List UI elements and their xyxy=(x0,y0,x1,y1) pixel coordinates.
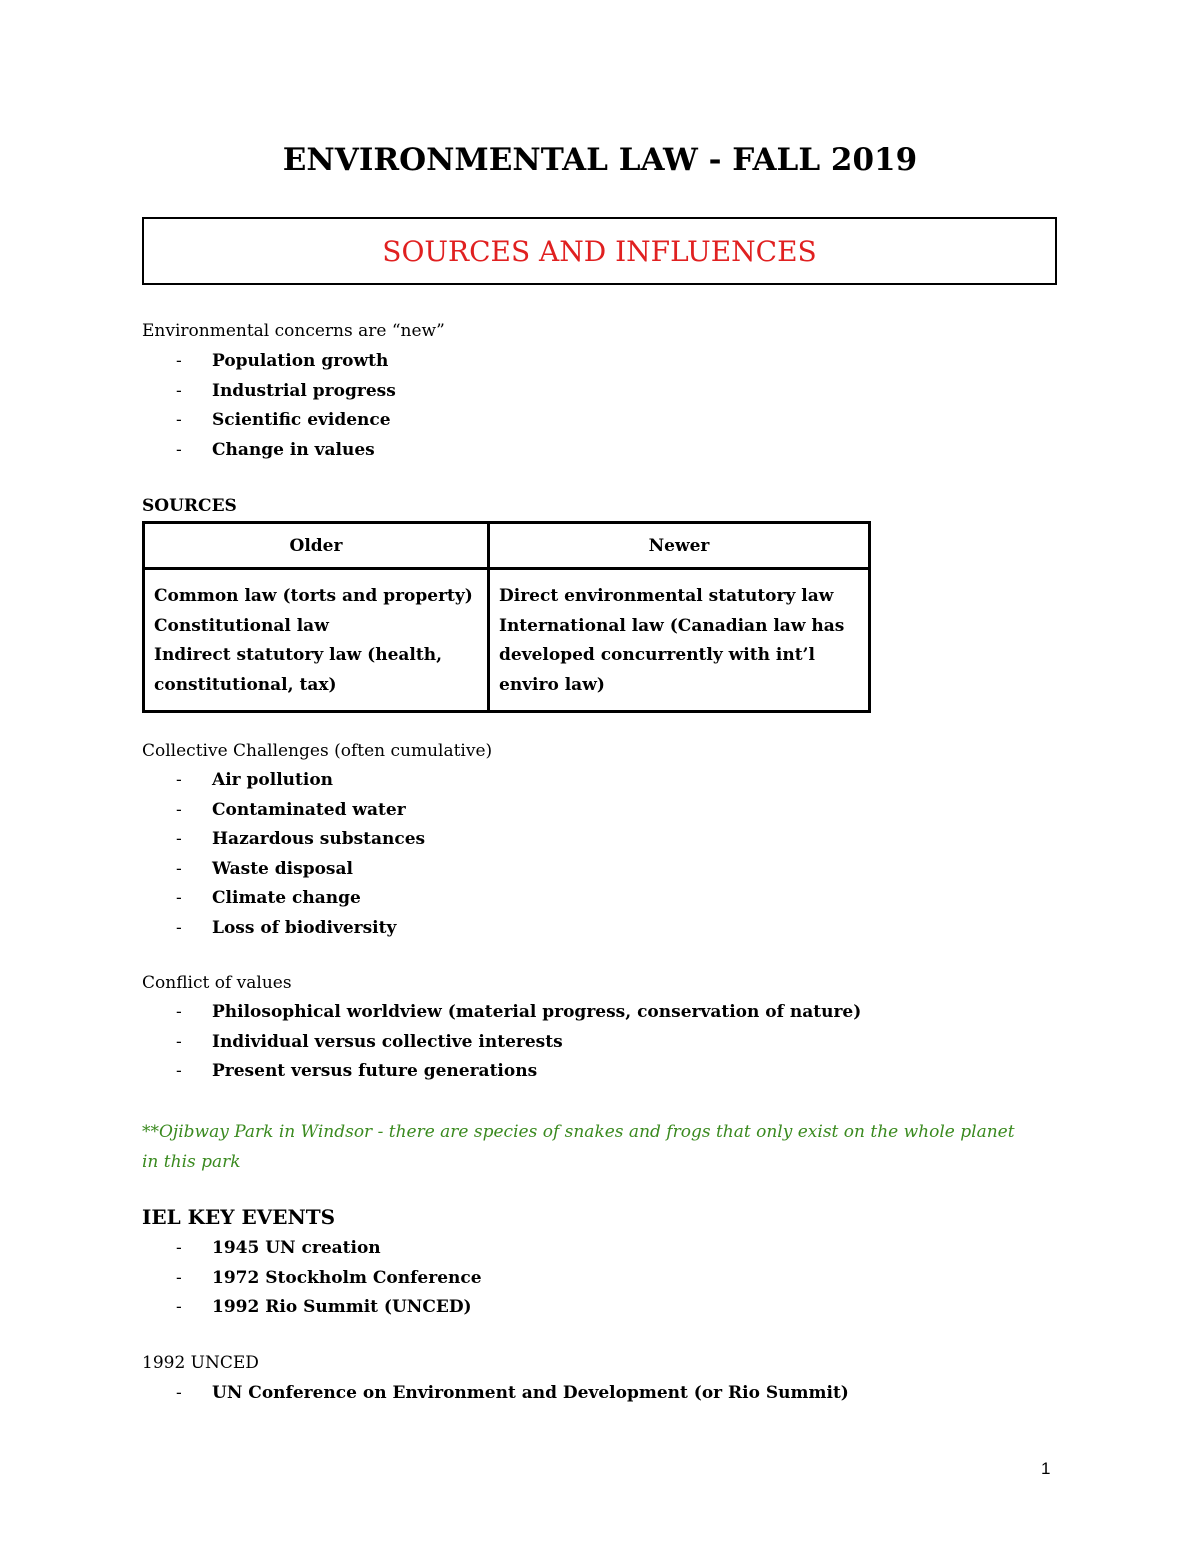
list-dash: - xyxy=(176,1031,182,1052)
list-dash: - xyxy=(176,917,182,938)
list-dash: - xyxy=(176,1002,182,1022)
concerns-heading: Environmental concerns are “new” xyxy=(142,321,445,341)
note-line: **Ojibway Park in Windsor - there are species of snakes and frogs that only exist on the whole planet xyxy=(142,1122,1015,1142)
table-cell-line: constitutional, tax) xyxy=(154,674,337,695)
document-title: ENVIRONMENTAL LAW - FALL 2019 xyxy=(282,142,918,178)
list-dash: - xyxy=(176,1297,182,1317)
challenges-list xyxy=(142,770,425,947)
sources-table xyxy=(142,521,871,713)
list-item: - Climate change xyxy=(176,888,361,908)
list-dash: - xyxy=(176,888,182,908)
list-dash: - xyxy=(176,1238,182,1258)
table-cell-line: International law (Canadian law has xyxy=(499,615,845,636)
list-dash: - xyxy=(176,380,182,401)
list-item: - Individual versus collective interests xyxy=(176,1031,563,1052)
column-header-older: Older xyxy=(144,523,489,569)
list-item: - Present versus future generations xyxy=(176,1061,538,1081)
list-item: - Air pollution xyxy=(176,770,334,790)
table-row xyxy=(144,569,870,712)
list-item: - Loss of biodiversity xyxy=(176,917,397,938)
list-item: - Contaminated water xyxy=(176,799,406,820)
list-dash: - xyxy=(176,829,182,849)
newer-sources-cell xyxy=(489,569,870,712)
list-item: - Waste disposal xyxy=(176,858,353,879)
list-dash: - xyxy=(176,770,182,790)
list-item: - 1972 Stockholm Conference xyxy=(176,1267,482,1288)
challenges-heading: Collective Challenges (often cumulative) xyxy=(142,741,493,761)
ojibway-park-note xyxy=(142,1118,1062,1177)
list-item: - Philosophical worldview (material progress, conservation of nature) xyxy=(176,1002,862,1022)
list-dash: - xyxy=(176,799,182,820)
table-cell-line: Constitutional law xyxy=(154,615,329,636)
table-cell-line: Common law (torts and property) xyxy=(154,586,473,606)
list-item: - Change in values xyxy=(176,439,375,460)
table-cell-line: developed concurrently with int’l xyxy=(499,645,815,665)
note-line: in this park xyxy=(142,1151,241,1172)
list-dash: - xyxy=(176,410,182,430)
table-cell-line: enviro law) xyxy=(499,674,605,695)
page-number: 1 xyxy=(1041,1459,1051,1478)
list-item: - Hazardous substances xyxy=(176,829,426,849)
unced-heading: 1992 UNCED xyxy=(142,1353,259,1373)
list-item: - UN Conference on Environment and Development (or Rio Summit) xyxy=(176,1383,849,1403)
list-item: - 1945 UN creation xyxy=(176,1238,381,1258)
list-dash: - xyxy=(176,1267,182,1288)
section-banner xyxy=(142,217,1057,285)
sources-heading: SOURCES xyxy=(142,496,237,516)
section-banner-text: SOURCES AND INFLUENCES xyxy=(382,234,817,268)
list-dash: - xyxy=(176,858,182,879)
conflict-heading: Conflict of values xyxy=(142,973,292,993)
list-item: - 1992 Rio Summit (UNCED) xyxy=(176,1297,472,1317)
iel-events-list xyxy=(142,1238,482,1327)
list-item: - Population growth xyxy=(176,351,389,371)
table-header-row xyxy=(144,523,870,569)
list-item: - Industrial progress xyxy=(176,380,396,401)
list-item: - Scientific evidence xyxy=(176,410,391,430)
column-header-newer: Newer xyxy=(489,523,870,569)
concerns-list xyxy=(142,351,396,469)
iel-key-events-heading: IEL KEY EVENTS xyxy=(142,1205,336,1229)
list-dash: - xyxy=(176,1061,182,1081)
unced-list xyxy=(142,1383,849,1413)
table-cell-line: Indirect statutory law (health, xyxy=(154,645,442,665)
list-dash: - xyxy=(176,439,182,460)
conflict-list xyxy=(142,1002,861,1091)
table-cell-line: Direct environmental statutory law xyxy=(499,586,834,606)
older-sources-cell xyxy=(144,569,489,712)
list-dash: - xyxy=(176,1383,182,1403)
list-dash: - xyxy=(176,351,182,371)
